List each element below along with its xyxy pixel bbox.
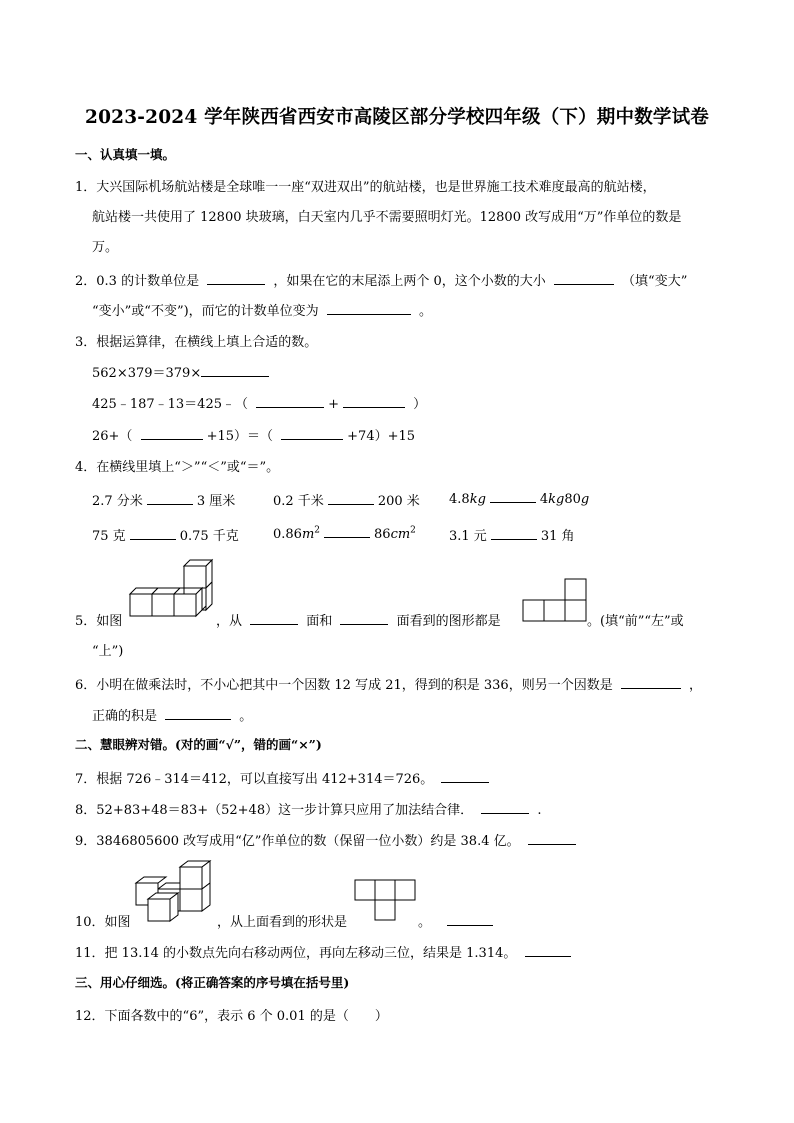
q5-line-1-c: 。(填“前”“左”或 xyxy=(587,614,684,629)
q2-text-d: “变小”或“不变”)，而它的计数单位变为 xyxy=(92,304,319,319)
answer-blank[interactable] xyxy=(141,427,203,440)
q6-line-2 xyxy=(92,705,252,724)
answer-blank[interactable] xyxy=(441,770,489,783)
q2-text-c: （填“变大” xyxy=(622,274,688,289)
q4-f1: 3.1 元 xyxy=(449,529,487,544)
answer-blank[interactable] xyxy=(250,612,298,625)
q7-text: 7．根据 726﹣314＝412，可以直接写出 412+314＝726。 xyxy=(75,772,434,787)
q11-text: 11．把 13.14 的小数点先向右移动两位，再向左移动三位，结果是 1.314。 xyxy=(75,946,517,961)
q5-text-b: ，从 xyxy=(216,614,243,629)
q8-text-end: . xyxy=(537,803,542,818)
q1-line-1: 1．大兴国际机场航站楼是全球唯一一座“双进双出”的航站楼，也是世界施工技术难度最高的航站楼， xyxy=(75,180,656,195)
q4-row-2-c xyxy=(449,525,575,544)
q10-text-end: 。 xyxy=(418,915,432,930)
q5-line-1 xyxy=(75,610,122,629)
q3-stem: 3．根据运算律，在横线上填上合适的数。 xyxy=(75,335,318,350)
answer-blank[interactable] xyxy=(447,913,493,926)
q4-e1: 0.86 xyxy=(273,527,302,542)
q9-text: 9．3846805600 改写成用“亿”作单位的数（保留一位小数）约是 38.4 亿。 xyxy=(75,834,520,849)
answer-blank[interactable] xyxy=(130,527,176,540)
cube-stack-figure xyxy=(124,556,216,622)
answer-blank[interactable] xyxy=(207,272,265,285)
q1-line-2: 航站楼一共使用了 12800 块玻璃，白天室内几乎不需要照明灯光。12800 改写成用“万”作单位的数是 xyxy=(92,210,682,225)
q11-line xyxy=(75,942,575,961)
q8-line xyxy=(75,799,542,818)
answer-blank[interactable] xyxy=(621,676,681,689)
q4-c2b: 80 xyxy=(564,492,581,507)
section-heading-2: 二、慧眼辨对错。(对的画“√”，错的画“×”) xyxy=(75,737,322,752)
q5-line-1-b xyxy=(216,610,501,629)
section-heading-1: 一、认真填一填。 xyxy=(75,147,176,162)
q1-line-3: 万。 xyxy=(92,240,119,255)
answer-blank[interactable] xyxy=(147,492,193,505)
q2-text-a: 2．0.3 的计数单位是 xyxy=(75,274,200,289)
q6-text: 6．小明在做乘法时，不小心把其中一个因数 12 写成 21，得到的积是 336，则另一个因数是 xyxy=(75,678,613,693)
q4-e2: 86 xyxy=(374,527,391,542)
q4-e1-sup: 2 xyxy=(314,525,321,536)
q3-row-3 xyxy=(92,425,415,444)
answer-blank[interactable] xyxy=(327,302,411,315)
answer-blank[interactable] xyxy=(165,707,231,720)
answer-blank[interactable] xyxy=(324,525,370,538)
q10-line-b: ，从上面看到的形状是 xyxy=(217,915,348,930)
q4-e1-unit: m xyxy=(301,527,315,542)
q5-text-d: 面看到的图形都是 xyxy=(396,614,501,629)
section-heading-3: 三、用心仔细选。(将正确答案的序号填在括号里) xyxy=(75,975,350,990)
q4-c2: 4 xyxy=(539,492,549,507)
view-shape-figure xyxy=(522,578,588,622)
q3-r1-text: 562×379＝379× xyxy=(92,366,202,381)
q4-b1: 0.2 千米 xyxy=(273,494,324,509)
q3-row-1 xyxy=(92,362,273,381)
q4-c1: 4.8 xyxy=(449,492,470,507)
q4-d1: 75 克 xyxy=(92,529,126,544)
top-view-figure xyxy=(354,879,418,923)
q6-line-1 xyxy=(75,674,702,693)
q6-text-end: ， xyxy=(688,678,702,693)
q5-text-c: 面和 xyxy=(306,614,333,629)
q4-row-1-c xyxy=(449,490,589,507)
q3-r2-text-a: 425﹣187﹣13＝425﹣（ xyxy=(92,397,248,412)
q8-text: 8．52+83+48＝83+（52+48）这一步计算只应用了加法结合律． xyxy=(75,803,474,818)
answer-blank[interactable] xyxy=(256,395,324,408)
page-title: 2023-2024 学年陕西省西安市高陵区部分学校四年级（下）期中数学试卷 xyxy=(85,107,709,128)
q3-r2-text-c: ） xyxy=(413,397,427,412)
answer-blank[interactable] xyxy=(554,272,614,285)
q3-r3-text-a: 26+（ xyxy=(92,429,133,444)
q4-d2: 0.75 千克 xyxy=(179,529,239,544)
q4-c2-unit: kg xyxy=(548,492,565,507)
answer-blank[interactable] xyxy=(281,427,343,440)
q3-row-2 xyxy=(92,393,426,412)
q3-r2-plus: + xyxy=(328,397,340,412)
q4-c2b-unit: g xyxy=(580,492,590,507)
q3-r3-text-c: +74）+15 xyxy=(347,429,416,444)
q4-row-1-b xyxy=(273,490,420,509)
q6-text-2-end: 。 xyxy=(239,709,253,724)
q4-b2: 200 米 xyxy=(377,494,420,509)
q4-e2-sup: 2 xyxy=(410,525,416,536)
answer-blank[interactable] xyxy=(490,490,536,503)
q5-line-2: “上”) xyxy=(92,644,124,659)
q2-text-e: 。 xyxy=(418,304,432,319)
q2-text-b: ，如果在它的末尾添上两个 0，这个小数的大小 xyxy=(273,274,546,289)
q2-line-1 xyxy=(75,270,687,289)
q4-row-2 xyxy=(92,525,239,544)
q4-stem: 4．在横线里填上“＞”“＜”或“＝”。 xyxy=(75,460,280,475)
answer-blank[interactable] xyxy=(525,944,571,957)
answer-blank[interactable] xyxy=(201,364,269,377)
answer-blank[interactable] xyxy=(528,832,576,845)
answer-blank[interactable] xyxy=(340,612,388,625)
q4-e2-unit: cm xyxy=(390,527,411,542)
q4-a2: 3 厘米 xyxy=(196,494,236,509)
q10-line-a: 10．如图 xyxy=(75,915,131,930)
q6-text-2: 正确的积是 xyxy=(92,709,158,724)
q3-r3-text-b: +15）＝（ xyxy=(206,429,274,444)
q4-c1-unit: kg xyxy=(469,492,486,507)
q7-line xyxy=(75,768,493,787)
q5-text-a: 5．如图 xyxy=(75,614,123,629)
q10-line-c xyxy=(418,911,497,930)
answer-blank[interactable] xyxy=(491,527,537,540)
answer-blank[interactable] xyxy=(328,492,374,505)
q9-line xyxy=(75,830,580,849)
q4-a1: 2.7 分米 xyxy=(92,494,143,509)
q4-f2: 31 角 xyxy=(540,529,575,544)
q4-row-2-b xyxy=(273,525,416,542)
answer-blank[interactable] xyxy=(343,395,405,408)
q2-line-2 xyxy=(92,300,432,319)
answer-blank[interactable] xyxy=(481,801,529,814)
cube-stack-figure-2 xyxy=(130,859,216,925)
q12-line: 12．下面各数中的“6”，表示 6 个 0.01 的是（ ） xyxy=(75,1009,388,1024)
q4-row-1 xyxy=(92,490,235,509)
